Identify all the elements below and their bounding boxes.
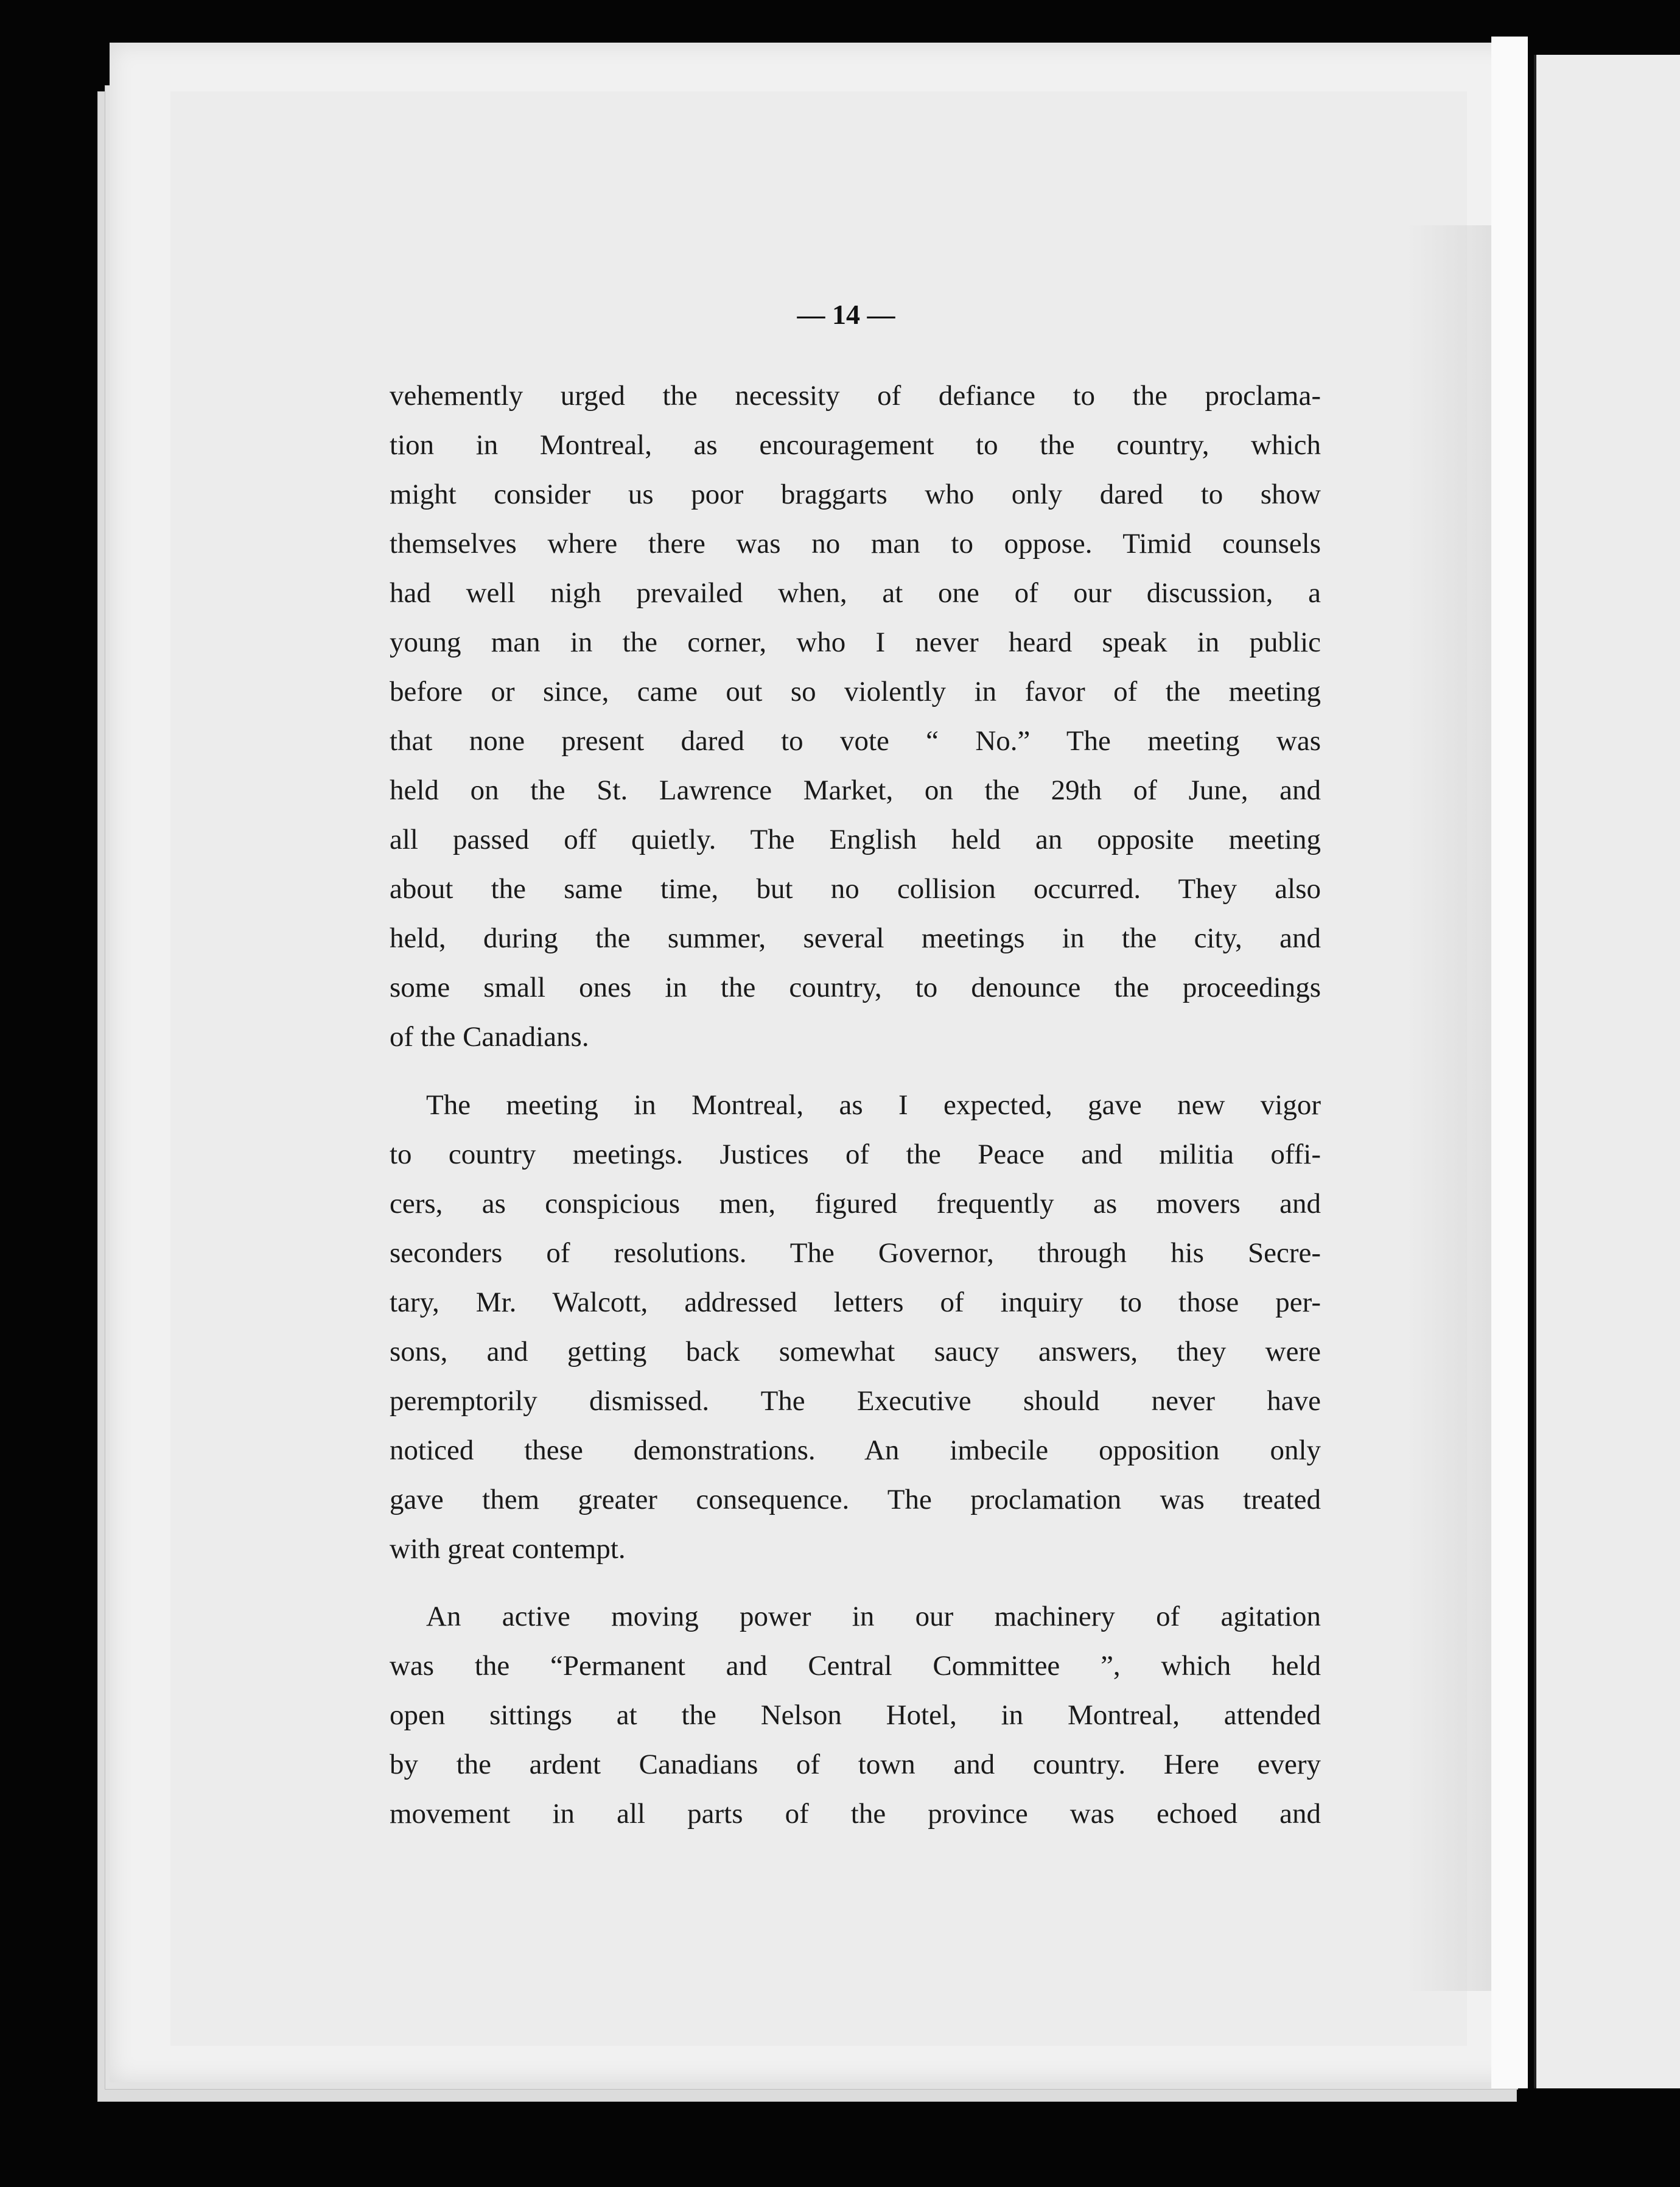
text-line: young man in the corner, who I never heard speak in public xyxy=(390,627,1321,658)
page-gutter xyxy=(1491,37,1528,2088)
text-line: peremptorily dismissed. The Executive should never have xyxy=(390,1385,1321,1417)
text-line: by the ardent Canadians of town and country. Here every xyxy=(390,1749,1321,1780)
text-line: themselves where there was no man to oppose. Timid counsels xyxy=(390,528,1321,560)
paragraph-1 xyxy=(390,371,1321,1062)
text-line: seconders of resolutions. The Governor, through his Secre- xyxy=(390,1237,1321,1269)
text-line: open sittings at the Nelson Hotel, in Montreal, attended xyxy=(390,1699,1321,1731)
text-line: movement in all parts of the province was echoed and xyxy=(390,1798,1321,1830)
text-line: was the “Permanent and Central Committee ”, which held xyxy=(390,1650,1321,1682)
text-line: had well nigh prevailed when, at one of our discussion, a xyxy=(390,577,1321,609)
text-line: tion in Montreal, as encouragement to the country, which xyxy=(390,429,1321,461)
text-line: about the same time, but no collision occurred. They also xyxy=(390,873,1321,905)
text-line: all passed off quietly. The English held an opposite meeting xyxy=(390,824,1321,855)
paragraph-3 xyxy=(390,1592,1321,1839)
text-line: of the Canadians. xyxy=(390,1021,589,1053)
page-number: — 14 — xyxy=(797,299,895,330)
paragraph-2 xyxy=(390,1081,1321,1574)
text-line: vehemently urged the necessity of defiance to the proclama- xyxy=(390,380,1321,412)
text-line: An active moving power in our machinery of agitation xyxy=(426,1601,1321,1632)
text-line: might consider us poor braggarts who only dared to show xyxy=(390,479,1321,510)
text-line: with great contempt. xyxy=(390,1533,626,1565)
text-line: some small ones in the country, to denounce the proceedings xyxy=(390,972,1321,1003)
text-line: held, during the summer, several meetings in the city, and xyxy=(390,922,1321,954)
facing-page-edge xyxy=(1534,55,1680,2088)
text-line: The meeting in Montreal, as I expected, gave new vigor xyxy=(426,1089,1321,1121)
text-line: sons, and getting back somewhat saucy answers, they were xyxy=(390,1336,1321,1367)
text-line: before or since, came out so violently in favor of the meeting xyxy=(390,676,1321,707)
text-line: noticed these demonstrations. An imbecile opposition only xyxy=(390,1434,1321,1466)
text-line: cers, as conspicious men, figured frequently as movers and xyxy=(390,1188,1321,1220)
text-line: that none present dared to vote “ No.” The meeting was xyxy=(390,725,1321,757)
text-line: held on the St. Lawrence Market, on the 29th of June, and xyxy=(390,774,1321,806)
text-line: gave them greater consequence. The proclamation was treated xyxy=(390,1484,1321,1515)
text-line: tary, Mr. Walcott, addressed letters of inquiry to those per- xyxy=(390,1287,1321,1318)
text-line: to country meetings. Justices of the Peace and militia offi- xyxy=(390,1139,1321,1170)
